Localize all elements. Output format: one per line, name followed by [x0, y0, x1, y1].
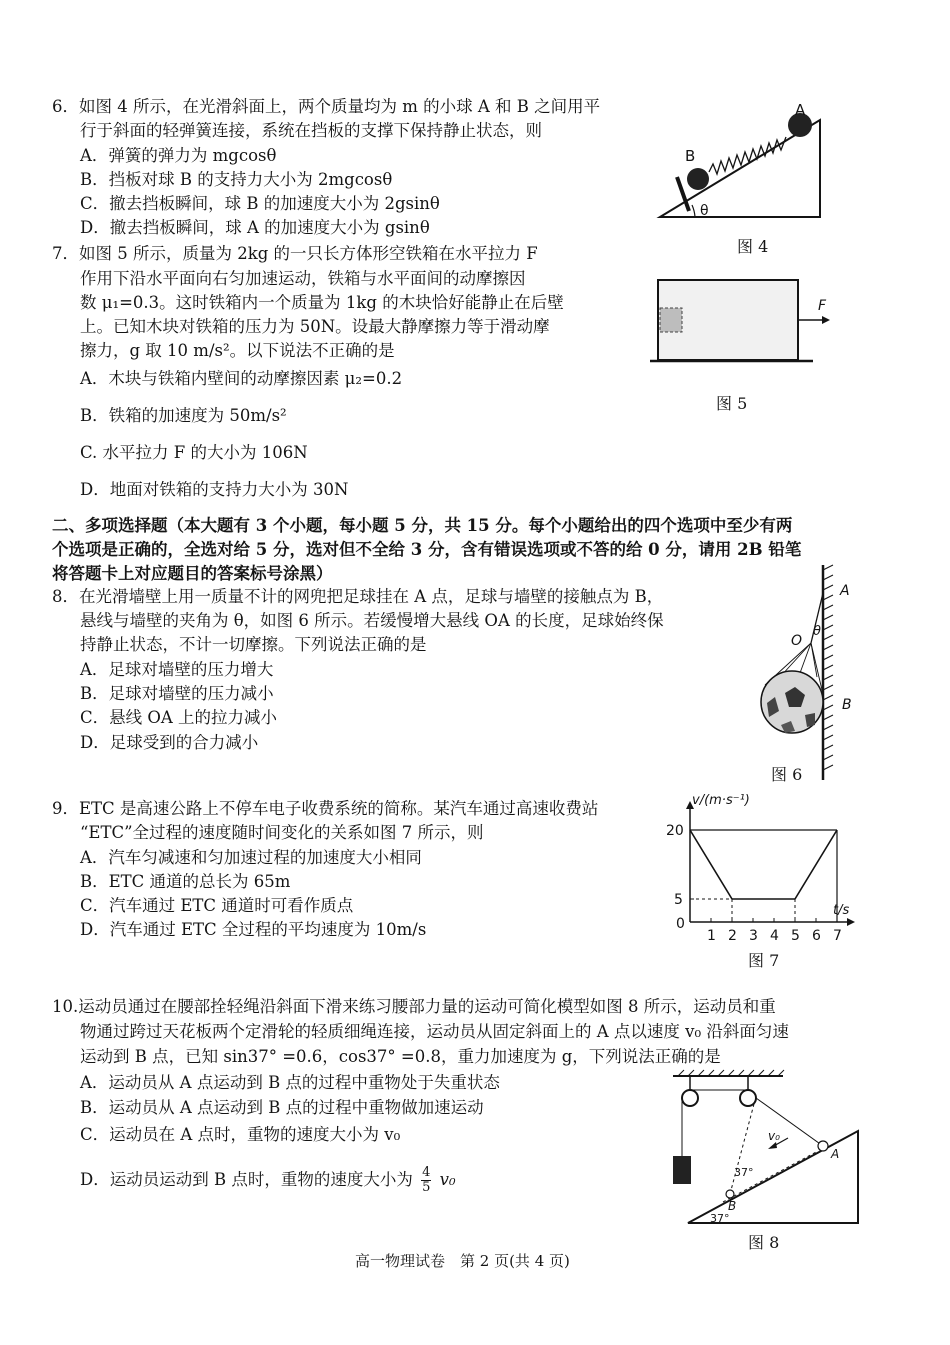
x-tick-label: 5 — [791, 928, 800, 944]
q6-option-a: A．弹簧的弹力为 mgcosθ — [80, 146, 277, 165]
section2-line-1: 二、多项选择题（本大题有 3 个小题，每小题 5 分，共 15 分。每个小题给出的四个选项中至少有两 — [52, 516, 793, 535]
label-theta: θ — [813, 624, 821, 639]
q10-option-b: B．运动员从 A 点运动到 B 点的过程中重物做加速运动 — [80, 1098, 484, 1117]
chart-axes — [686, 801, 855, 926]
y-axis-label: v/(m·s⁻¹) — [692, 793, 750, 808]
q10-line-1: 10.运动员通过在腰部拴轻绳沿斜面下滑来练习腰部力量的运动可简化模型如图 8 所示，运动员和重 — [52, 997, 776, 1016]
q8-option-d: D．足球受到的合力减小 — [80, 733, 259, 752]
angle-arc — [692, 205, 695, 217]
q7-line-2: 作用下沿水平面向右匀加速运动，铁箱与水平面间的动摩擦因 — [80, 269, 526, 288]
q7-line-5: 擦力，g 取 10 m/s²。以下说法不正确的是 — [80, 341, 395, 360]
q8-option-a: A．足球对墙壁的压力增大 — [80, 660, 274, 679]
q7-option-d: D．地面对铁箱的支持力大小为 30N — [80, 480, 349, 499]
q9-line-2: “ETC”全过程的速度随时间变化的关系如图 7 所示，则 — [80, 823, 484, 842]
figure-4-caption: 图 4 — [737, 237, 769, 256]
q6-line-1: 6．如图 4 所示，在光滑斜面上，两个质量均为 m 的小球 A 和 B 之间用平 — [52, 97, 601, 116]
q9-option-b: B．ETC 通道的总长为 65m — [80, 872, 291, 891]
q9-line-1: 9．ETC 是高速公路上不停车电子收费系统的简称。某汽车通过高速收费站 — [52, 799, 599, 818]
wall-hatch — [823, 565, 833, 770]
figure-5-box — [648, 270, 838, 370]
q7-line-4: 上。已知木块对铁箱的压力为 50N。设最大静摩擦力等于滑动摩 — [80, 317, 550, 336]
q7-option-a: A．木块与铁箱内壁间的动摩擦因素 μ₂=0.2 — [80, 369, 403, 388]
force-arrowhead — [822, 316, 830, 324]
q6-line-2: 行于斜面的轻弹簧连接，系统在挡板的支撑下保持静止状态，则 — [80, 121, 542, 140]
q7-line-3: 数 μ₁=0.3。这时铁箱内一个质量为 1kg 的木块恰好能静止在后壁 — [80, 293, 564, 312]
figure-4-incline — [655, 95, 835, 230]
q10-line-3: 运动到 B 点，已知 sin37° =0.6，cos37° =0.8，重力加速度为 g，下列说法正确的是 — [80, 1047, 721, 1066]
x-axis-label: t/s — [833, 903, 850, 918]
ball-b — [687, 168, 709, 190]
label-angle-1: 37° — [734, 1166, 754, 1179]
chart-guides — [690, 830, 837, 922]
weight — [673, 1156, 691, 1184]
x-tick-label: 3 — [749, 928, 758, 944]
figure-5-caption: 图 5 — [716, 394, 748, 413]
fraction-numerator: 4 — [422, 1165, 431, 1180]
origin-label: 0 — [676, 916, 685, 932]
label-theta: θ — [700, 203, 709, 219]
athlete-b — [726, 1190, 734, 1198]
page-footer: 高一物理试卷 第 2 页(共 4 页) — [355, 1252, 570, 1270]
label-a: A — [831, 1147, 840, 1161]
q8-line-1: 8．在光滑墙壁上用一质量不计的网兜把足球挂在 A 点，足球与墙壁的接触点为 B， — [52, 587, 664, 606]
velocity-line — [690, 830, 837, 899]
rope-to-b-dashed — [730, 1104, 754, 1194]
q8-line-2: 悬线与墙壁的夹角为 θ，如图 6 所示。若缓慢增大悬线 OA 的长度，足球始终保 — [80, 611, 664, 630]
spring — [709, 137, 786, 174]
chart-series — [690, 830, 837, 899]
label-o: O — [791, 633, 803, 649]
figure-6-caption: 图 6 — [771, 765, 803, 784]
q10-option-a: A．运动员从 A 点运动到 B 点的过程中重物处于失重状态 — [80, 1073, 500, 1092]
q7-option-b: B．铁箱的加速度为 50m/s² — [80, 406, 287, 425]
q10-option-d-prefix: D．运动员运动到 B 点时，重物的速度大小为 — [80, 1170, 413, 1189]
fraction-denominator: 5 — [422, 1180, 431, 1195]
label-a: A — [840, 583, 850, 599]
label-a: A — [795, 101, 806, 119]
q9-option-d: D．汽车通过 ETC 全过程的平均速度为 10m/s — [80, 920, 427, 939]
q9-option-a: A．汽车匀减速和匀加速过程的加速度大小相同 — [80, 848, 422, 867]
fraction — [421, 1166, 431, 1195]
q10-option-d — [80, 1166, 456, 1195]
x-tick-label: 4 — [770, 928, 779, 944]
q6-option-d: D．撤去挡板瞬间，球 A 的加速度大小为 gsinθ — [80, 218, 430, 237]
q6-option-c: C．撤去挡板瞬间，球 B 的加速度大小为 2gsinθ — [80, 194, 440, 213]
section2-line-3: 将答题卡上对应题目的答案标号涂黑） — [52, 564, 333, 583]
figure-7-caption: 图 7 — [748, 951, 780, 970]
q10-line-2: 物通过跨过天花板两个定滑轮的轻质细绳连接，运动员从固定斜面上的 A 点以速度 v₀ 沿斜面匀速 — [80, 1022, 789, 1041]
q7-option-c: C. 水平拉力 F 的大小为 106N — [80, 443, 308, 462]
q10-option-c: C．运动员在 A 点时，重物的速度大小为 v₀ — [80, 1125, 401, 1144]
figure-6-football — [755, 565, 865, 785]
q7-line-1: 7．如图 5 所示，质量为 2kg 的一只长方体形空铁箱在水平拉力 F — [52, 244, 538, 263]
wood-block — [660, 308, 682, 332]
y-tick-label: 20 — [666, 823, 684, 839]
velocity-arrowhead — [768, 1142, 777, 1149]
pulley-1 — [682, 1090, 698, 1106]
q10-option-d-suffix: v₀ — [439, 1170, 456, 1189]
figure-7-vt-chart — [660, 795, 885, 955]
q8-line-3: 持静止状态，不计一切摩擦。下列说法正确的是 — [80, 635, 427, 654]
y-tick-label: 5 — [674, 892, 683, 908]
label-angle-2: 37° — [710, 1212, 730, 1225]
x-axis-arrow — [847, 918, 855, 926]
label-b: B — [728, 1199, 737, 1213]
pulley-2 — [740, 1090, 756, 1106]
label-b: B — [685, 147, 696, 165]
x-tick-label: 2 — [728, 928, 737, 944]
rope-to-a — [756, 1098, 823, 1146]
label-b: B — [842, 697, 852, 713]
q8-option-c: C．悬线 OA 上的拉力减小 — [80, 708, 278, 727]
label-f: F — [818, 298, 827, 314]
figure-8-caption: 图 8 — [748, 1233, 780, 1252]
label-v0: v₀ — [768, 1129, 780, 1143]
section2-line-2: 个选项是正确的，全选对给 5 分，选对但不全给 3 分，含有错误选项或不答的给 0 分，请用 2B 铅笔 — [52, 540, 802, 559]
figure-8-pulley — [668, 1068, 873, 1228]
x-tick-label: 1 — [707, 928, 716, 944]
x-tick-label: 6 — [812, 928, 821, 944]
q6-option-b: B．挡板对球 B 的支持力大小为 2mgcosθ — [80, 170, 393, 189]
athlete-a — [818, 1141, 828, 1151]
x-tick-label: 7 — [833, 928, 842, 944]
q9-option-c: C．汽车通过 ETC 通道时可看作质点 — [80, 896, 354, 915]
q8-option-b: B．足球对墙壁的压力减小 — [80, 684, 274, 703]
